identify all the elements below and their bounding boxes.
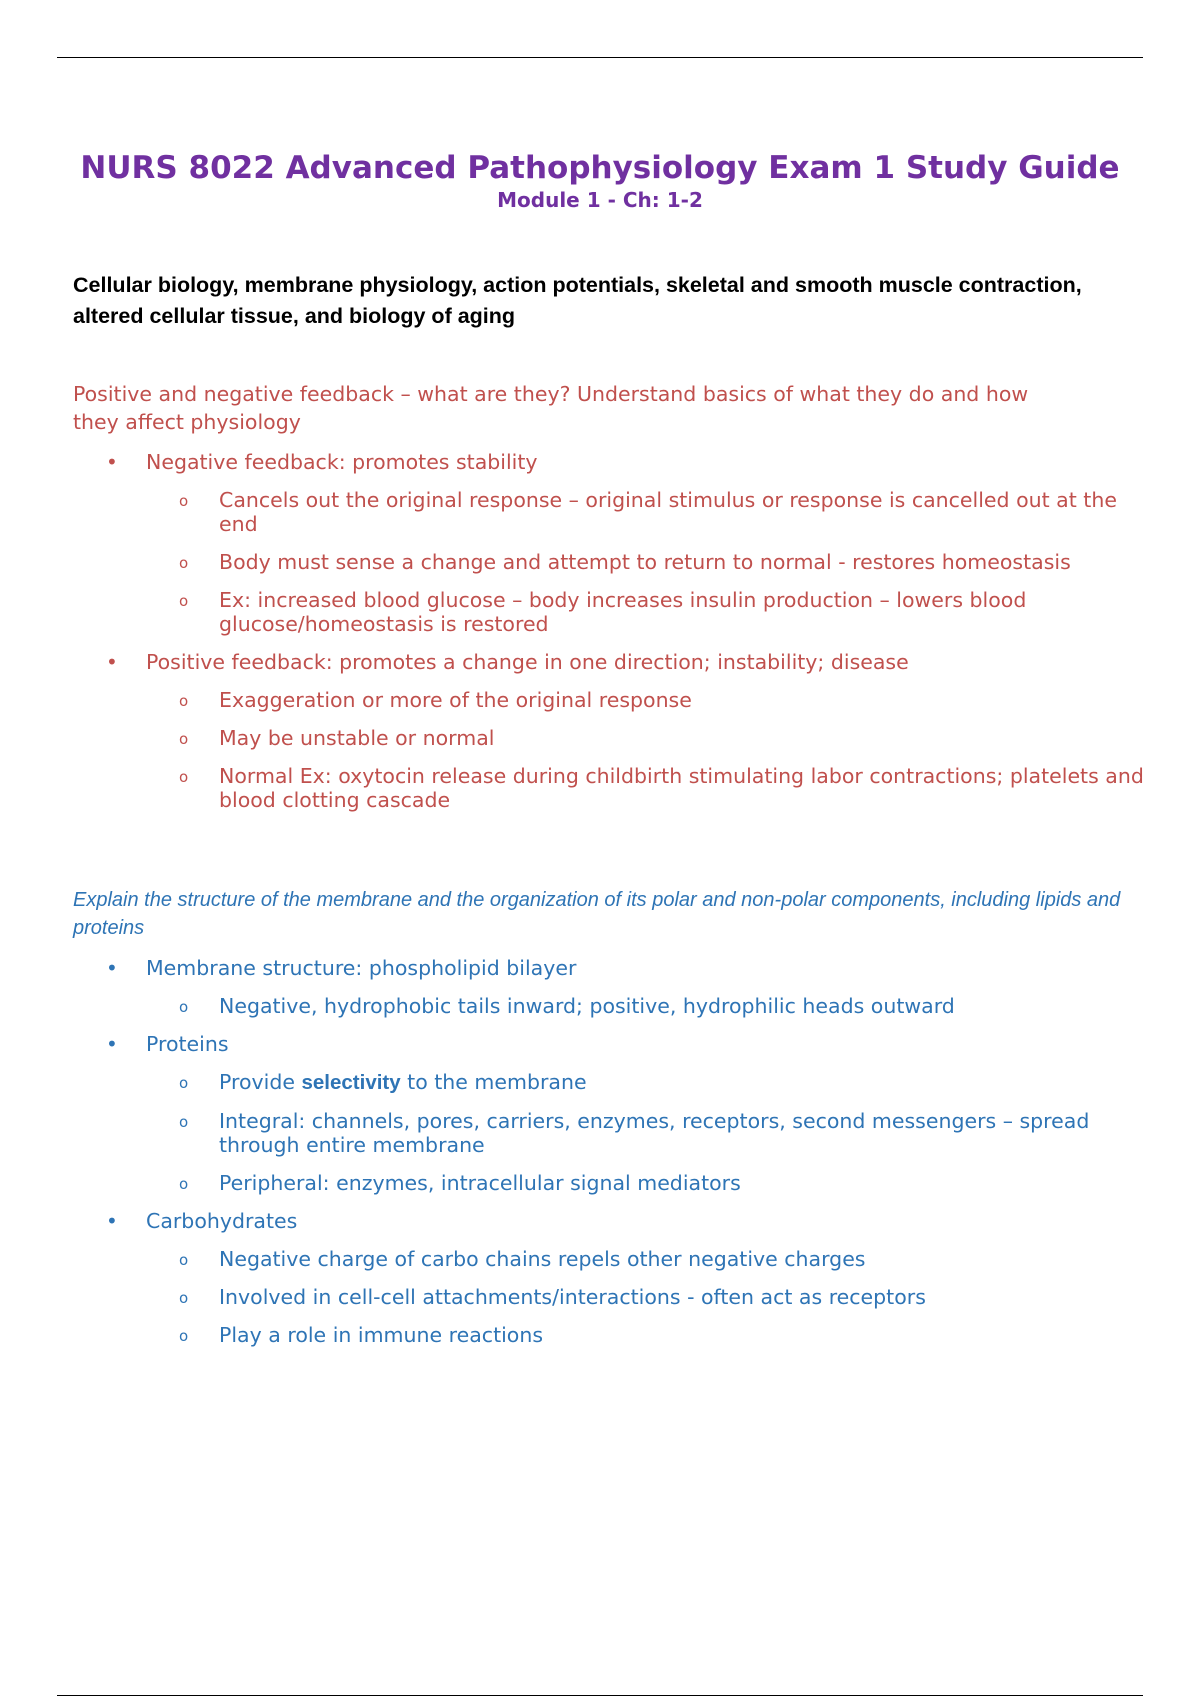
list-item: o Normal Ex: oxytocin release during childbirth stimulating labor contractions; platelets and blood clotting cascade: [146, 764, 1148, 812]
selectivity-before: Provide: [219, 1070, 302, 1094]
list-item: o Exaggeration or more of the original response: [146, 688, 1148, 712]
carbohydrates-item: [73, 1209, 1148, 1347]
feedback-prompt: Positive and negative feedback – what are they? Understand basics of what they do and how they affect physiology: [73, 382, 1029, 434]
list-item: o Involved in cell-cell attachments/interactions - often act as receptors: [146, 1285, 1148, 1309]
negative-feedback-item: [73, 450, 1148, 636]
carbohydrates-sublist: [146, 1247, 1148, 1347]
list-item: o Integral: channels, pores, carriers, enzymes, receptors, second messengers – spread through entire membrane: [146, 1109, 1148, 1157]
list-item: o Cancels out the original response – original stimulus or response is cancelled out at the end: [146, 488, 1148, 536]
list-item: o Ex: increased blood glucose – body increases insulin production – lowers blood glucose/homeostasis is restored: [146, 588, 1148, 636]
bottom-rule: [57, 1695, 1143, 1696]
carbohydrates-label: Carbohydrates: [146, 1209, 298, 1233]
feedback-section: [73, 380, 1148, 812]
membrane-structure-label: Membrane structure: phospholipid bilayer: [146, 956, 577, 980]
proteins-sublist: [146, 1070, 1148, 1195]
list-item: o Play a role in immune reactions: [146, 1323, 1148, 1347]
membrane-structure-item: [73, 956, 1148, 1018]
membrane-structure-sublist: [146, 994, 1148, 1018]
topic-heading: Cellular biology, membrane physiology, action potentials, skeletal and smooth muscle contraction, altered cellular tissue, and biology of aging: [73, 273, 1082, 328]
page-subtitle: Module 1 - Ch: 1-2: [497, 188, 703, 212]
positive-feedback-sublist: [146, 688, 1148, 812]
list-item: [146, 1070, 1148, 1095]
selectivity-keyword: selectivity: [301, 1071, 401, 1094]
proteins-item: [73, 1032, 1148, 1195]
membrane-list: [73, 956, 1148, 1347]
negative-feedback-sublist: [146, 488, 1148, 636]
proteins-label: Proteins: [146, 1032, 229, 1056]
selectivity-after: to the membrane: [400, 1070, 587, 1094]
membrane-prompt: Explain the structure of the membrane and the organization of its polar and non-polar components, including lipids and proteins: [73, 889, 1121, 939]
positive-feedback-label: Positive feedback: promotes a change in one direction; instability; disease: [146, 650, 909, 674]
negative-feedback-label: Negative feedback: promotes stability: [146, 450, 538, 474]
feedback-list: [73, 450, 1148, 812]
list-item: o May be unstable or normal: [146, 726, 1148, 750]
list-item: o Negative, hydrophobic tails inward; positive, hydrophilic heads outward: [146, 994, 1148, 1018]
list-item: o Body must sense a change and attempt to return to normal - restores homeostasis: [146, 550, 1148, 574]
list-item: o Peripheral: enzymes, intracellular signal mediators: [146, 1171, 1148, 1195]
top-rule: [57, 57, 1143, 58]
page-title: NURS 8022 Advanced Pathophysiology Exam 1 Study Guide: [80, 150, 1120, 186]
positive-feedback-item: [73, 650, 1148, 812]
membrane-section: [73, 886, 1148, 1347]
list-item: o Negative charge of carbo chains repels other negative charges: [146, 1247, 1148, 1271]
